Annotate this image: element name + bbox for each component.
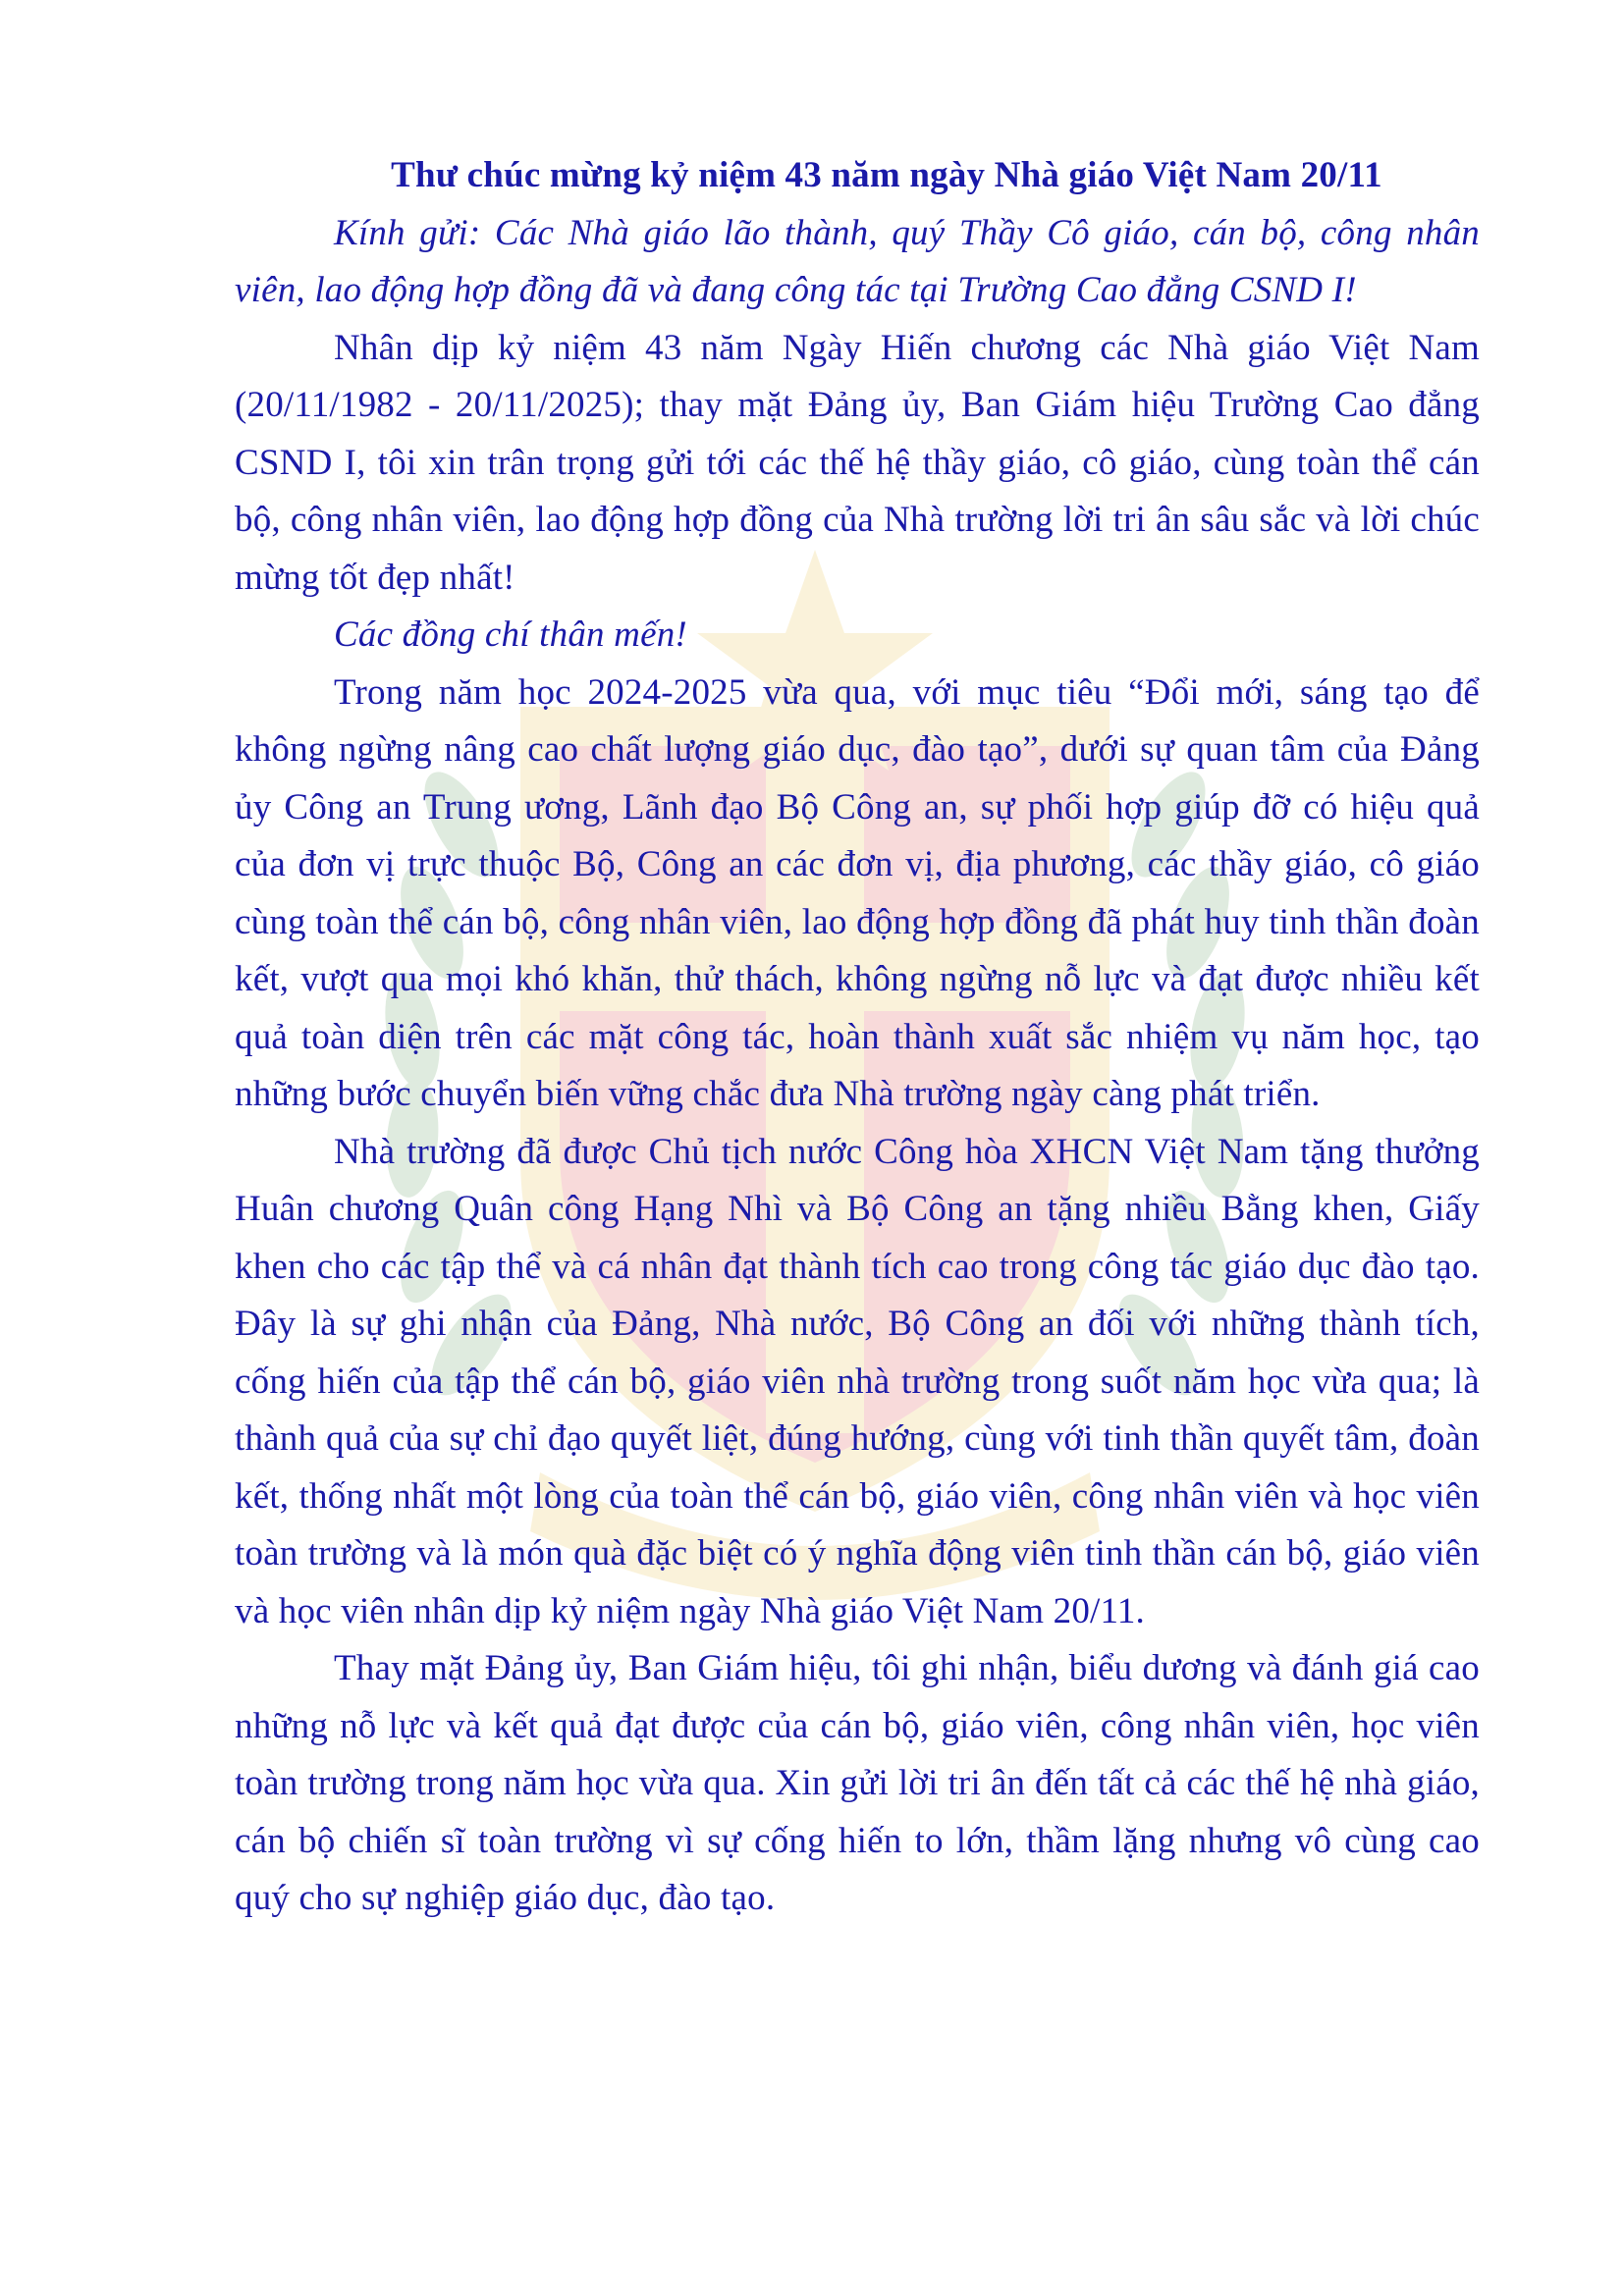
letter-salutation: Kính gửi: Các Nhà giáo lão thành, quý Thầy Cô giáo, cán bộ, công nhân viên, lao động hợp đồng đã và đang công tác tại Trường Cao đẳng CSND I! xyxy=(235,212,1480,310)
letter-paragraph-2: Trong năm học 2024-2025 vừa qua, với mục tiêu “Đổi mới, sáng tạo để không ngừng nâng cao chất lượng giáo dục, đào tạo”, dưới sự quan tâm của Đảng ủy Công an Trung ương, Lãnh đạo Bộ Công an, sự phối hợp giúp đỡ có hiệu quả của đơn vị trực thuộc Bộ, Công an các đơn vị, địa phương, các thầy giáo, cô giáo cùng toàn thể cán bộ, công nhân viên, lao động hợp đồng đã phát huy tinh thần đoàn kết, vượt qua mọi khó khăn, thử thách, không ngừng nỗ lực và đạt được nhiều kết quả toàn diện trên các mặt công tác, hoàn thành xuất sắc nhiệm vụ năm học, tạo những bước chuyển biến vững chắc đưa Nhà trường ngày càng phát triển. xyxy=(235,671,1480,1114)
letter-paragraph-4: Thay mặt Đảng ủy, Ban Giám hiệu, tôi ghi nhận, biểu dương và đánh giá cao những nỗ lực và kết quả đạt được của cán bộ, giáo viên, công nhân viên, học viên toàn trường trong năm học vừa qua. Xin gửi lời tri ân đến tất cả các thế hệ nhà giáo, cán bộ chiến sĩ toàn trường vì sự cống hiến to lớn, thầm lặng nhưng vô cùng cao quý cho sự nghiệp giáo dục, đào tạo. xyxy=(235,1648,1480,1918)
letter-body xyxy=(235,147,1480,1928)
letter-greeting: Các đồng chí thân mến! xyxy=(334,614,687,655)
letter-paragraph-3: Nhà trường đã được Chủ tịch nước Công hòa XHCN Việt Nam tặng thưởng Huân chương Quân công Hạng Nhì và Bộ Công an tặng nhiều Bằng khen, Giấy khen cho các tập thể và cá nhân đạt thành tích cao trong công tác giáo dục đào tạo. Đây là sự ghi nhận của Đảng, Nhà nước, Bộ Công an đối với những thành tích, cống hiến của tập thể cán bộ, giáo viên nhà trường trong suốt năm học vừa qua; là thành quả của sự chỉ đạo quyết liệt, đúng hướng, cùng với tinh thần quyết tâm, đoàn kết, thống nhất một lòng của toàn thể cán bộ, giáo viên, công nhân viên và học viên toàn trường và là món quà đặc biệt có ý nghĩa động viên tinh thần cán bộ, giáo viên và học viên nhân dịp kỷ niệm ngày Nhà giáo Việt Nam 20/11. xyxy=(235,1131,1480,1631)
letter-title: Thư chúc mừng kỷ niệm 43 năm ngày Nhà giáo Việt Nam 20/11 xyxy=(391,155,1382,195)
letter-paragraph-1: Nhân dịp kỷ niệm 43 năm Ngày Hiến chương các Nhà giáo Việt Nam (20/11/1982 - 20/11/2025); thay mặt Đảng ủy, Ban Giám hiệu Trường Cao đẳng CSND I, tôi xin trân trọng gửi tới các thế hệ thầy giáo, cô giáo, cùng toàn thể cán bộ, công nhân viên, lao động hợp đồng của Nhà trường lời tri ân sâu sắc và lời chúc mừng tốt đẹp nhất! xyxy=(235,327,1480,598)
